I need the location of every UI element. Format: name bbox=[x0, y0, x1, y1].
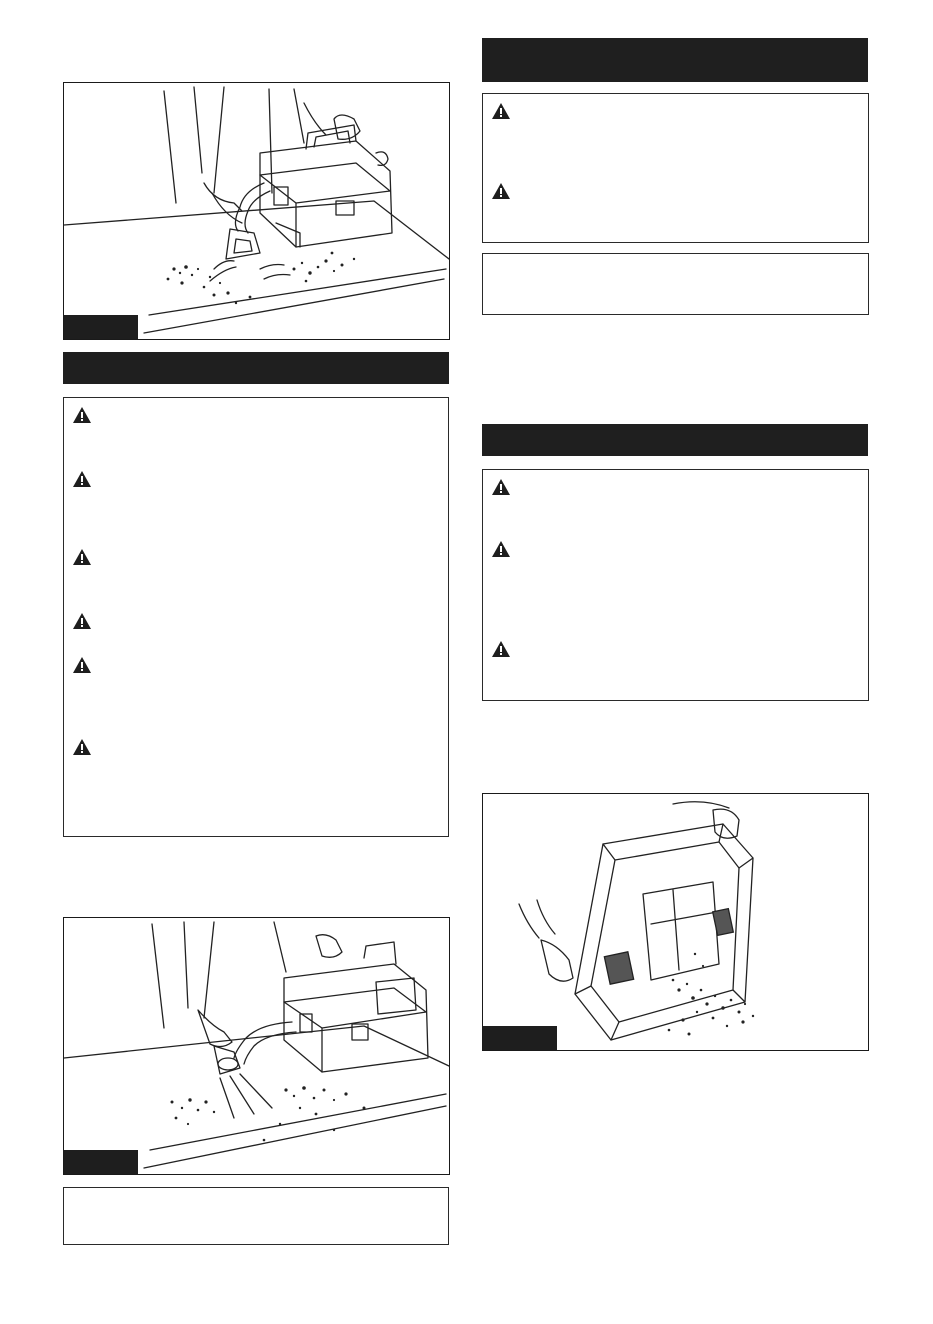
emptying-dust-case-illustration bbox=[483, 794, 868, 1050]
figure-vacuum-hose-cuff bbox=[63, 917, 450, 1175]
warning-triangle-icon bbox=[72, 612, 92, 630]
warning-triangle-icon bbox=[491, 540, 511, 558]
figure-emptying-dust-case bbox=[482, 793, 869, 1051]
warning-triangle-icon bbox=[72, 406, 92, 424]
section-header-bar bbox=[482, 424, 868, 456]
vacuum-crevice-nozzle-illustration bbox=[64, 83, 449, 339]
vacuum-hose-cuff-illustration bbox=[64, 918, 449, 1174]
warning-box bbox=[482, 93, 869, 243]
figure-number-tab bbox=[64, 1150, 138, 1174]
warning-box bbox=[63, 397, 449, 837]
section-header-bar bbox=[63, 352, 449, 384]
warning-triangle-icon bbox=[491, 640, 511, 658]
warning-triangle-icon bbox=[491, 182, 511, 200]
warning-triangle-icon bbox=[72, 470, 92, 488]
figure-number-tab bbox=[483, 1026, 557, 1050]
section-header-bar bbox=[482, 38, 868, 82]
warning-triangle-icon bbox=[72, 738, 92, 756]
note-box bbox=[63, 1187, 449, 1245]
note-box bbox=[482, 253, 869, 315]
figure-number-tab bbox=[64, 315, 138, 339]
warning-triangle-icon bbox=[491, 478, 511, 496]
figure-vacuum-crevice-nozzle bbox=[63, 82, 450, 340]
warning-box bbox=[482, 469, 869, 701]
warning-triangle-icon bbox=[491, 102, 511, 120]
warning-triangle-icon bbox=[72, 656, 92, 674]
warning-triangle-icon bbox=[72, 548, 92, 566]
